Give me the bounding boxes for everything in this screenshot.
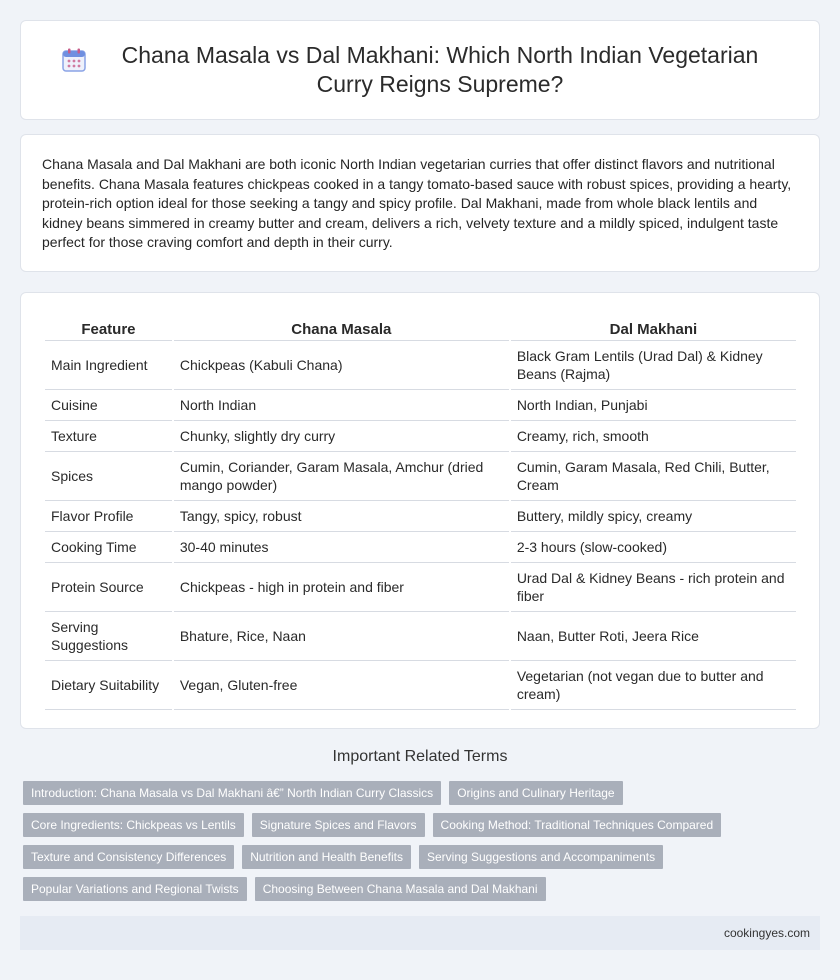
- related-term-tag[interactable]: Popular Variations and Regional Twists: [23, 877, 247, 901]
- feature-cell: Dietary Suitability: [45, 661, 172, 710]
- chana-masala-cell: Chunky, slightly dry curry: [174, 421, 509, 452]
- header-feature: Feature: [45, 313, 172, 341]
- footer: [20, 916, 820, 950]
- table-header-row: [45, 313, 796, 341]
- chana-masala-cell: North Indian: [174, 390, 509, 421]
- intro-paragraph: Chana Masala and Dal Makhani are both iconic North Indian vegetarian curries that offer distinct flavors and nutritional benefits. Chana Masala features chickpeas cooked in a tangy tomato-based sauce with robust spices, providing a hearty, protein-rich option ideal for those seeking a tangy and spicy profile. Dal Makhani, made from whole black lentils and kidney beans simmered in creamy butter and cream, delivers a rich, velvety texture and a mildly spiced, indulgent taste perfect for those craving comfort and depth in their curry.: [42, 156, 792, 251]
- calendar-icon: [61, 47, 87, 73]
- table-row: [45, 390, 796, 421]
- table-row: [45, 341, 796, 390]
- feature-cell: Serving Suggestions: [45, 612, 172, 661]
- related-term-tag[interactable]: Choosing Between Chana Masala and Dal Makhani: [255, 877, 546, 901]
- table-row: [45, 612, 796, 661]
- related-terms-tags: [23, 781, 823, 909]
- feature-cell: Texture: [45, 421, 172, 452]
- table-row: [45, 452, 796, 501]
- comparison-card: [20, 292, 820, 729]
- tag-row: [23, 781, 823, 805]
- page-title: Chana Masala vs Dal Makhani: Which North Indian Vegetarian Curry Reigns Supreme?: [121, 42, 759, 97]
- related-term-tag[interactable]: Cooking Method: Traditional Techniques Compared: [433, 813, 722, 837]
- dal-makhani-cell: Buttery, mildly spicy, creamy: [511, 501, 796, 532]
- dal-makhani-cell: Urad Dal & Kidney Beans - rich protein and fiber: [511, 563, 796, 612]
- tag-row: [23, 877, 823, 901]
- chana-masala-cell: 30-40 minutes: [174, 532, 509, 563]
- title-card: [20, 20, 820, 120]
- feature-cell: Cuisine: [45, 390, 172, 421]
- dal-makhani-cell: Creamy, rich, smooth: [511, 421, 796, 452]
- feature-cell: Protein Source: [45, 563, 172, 612]
- tag-row: [23, 845, 823, 869]
- header-chana-masala: Chana Masala: [174, 313, 509, 341]
- related-term-tag[interactable]: Introduction: Chana Masala vs Dal Makhani â€” North Indian Curry Classics: [23, 781, 441, 805]
- dal-makhani-cell: Black Gram Lentils (Urad Dal) & Kidney Beans (Rajma): [511, 341, 796, 390]
- chana-masala-cell: Vegan, Gluten-free: [174, 661, 509, 710]
- dal-makhani-cell: North Indian, Punjabi: [511, 390, 796, 421]
- dal-makhani-cell: Vegetarian (not vegan due to butter and cream): [511, 661, 796, 710]
- title-wrap: [61, 41, 779, 99]
- related-terms-heading: Important Related Terms: [332, 748, 508, 765]
- chana-masala-cell: Bhature, Rice, Naan: [174, 612, 509, 661]
- related-term-tag[interactable]: Serving Suggestions and Accompaniments: [419, 845, 663, 869]
- related-term-tag[interactable]: Nutrition and Health Benefits: [242, 845, 411, 869]
- table-row: [45, 563, 796, 612]
- tag-row: [23, 813, 823, 837]
- feature-cell: Spices: [45, 452, 172, 501]
- dal-makhani-cell: Cumin, Garam Masala, Red Chili, Butter, Cream: [511, 452, 796, 501]
- chana-masala-cell: Chickpeas - high in protein and fiber: [174, 563, 509, 612]
- related-term-tag[interactable]: Origins and Culinary Heritage: [449, 781, 622, 805]
- intro-card: [20, 134, 820, 272]
- chana-masala-cell: Chickpeas (Kabuli Chana): [174, 341, 509, 390]
- table-row: [45, 661, 796, 710]
- comparison-table: [43, 313, 798, 710]
- feature-cell: Flavor Profile: [45, 501, 172, 532]
- related-term-tag[interactable]: Core Ingredients: Chickpeas vs Lentils: [23, 813, 244, 837]
- related-term-tag[interactable]: Signature Spices and Flavors: [252, 813, 425, 837]
- footer-site-name[interactable]: cookingyes.com: [723, 926, 810, 940]
- table-row: [45, 532, 796, 563]
- table-row: [45, 421, 796, 452]
- dal-makhani-cell: 2-3 hours (slow-cooked): [511, 532, 796, 563]
- header-dal-makhani: Dal Makhani: [511, 313, 796, 341]
- chana-masala-cell: Tangy, spicy, robust: [174, 501, 509, 532]
- chana-masala-cell: Cumin, Coriander, Garam Masala, Amchur (dried mango powder): [174, 452, 509, 501]
- table-row: [45, 501, 796, 532]
- feature-cell: Main Ingredient: [45, 341, 172, 390]
- related-term-tag[interactable]: Texture and Consistency Differences: [23, 845, 234, 869]
- feature-cell: Cooking Time: [45, 532, 172, 563]
- dal-makhani-cell: Naan, Butter Roti, Jeera Rice: [511, 612, 796, 661]
